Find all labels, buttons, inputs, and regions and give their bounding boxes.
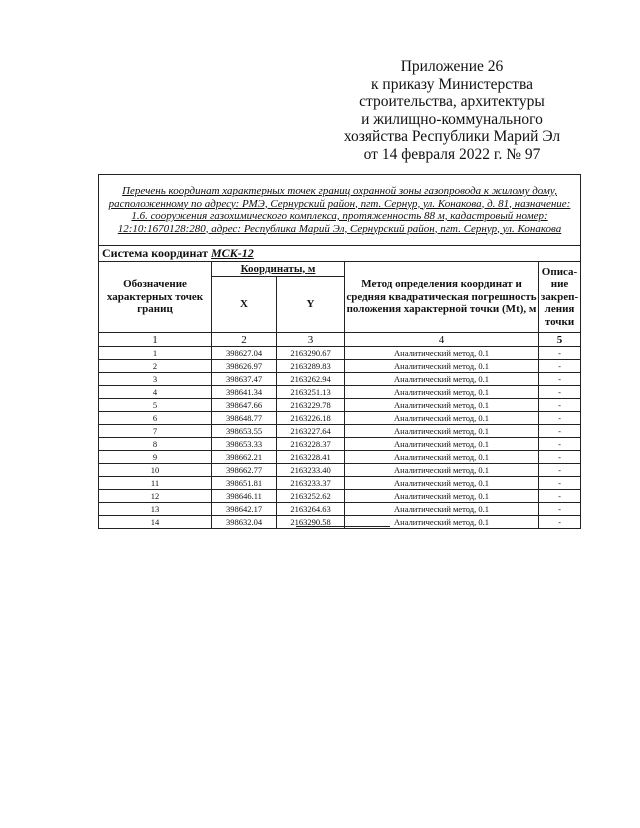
y-cell: 2163252.62 [277,490,345,503]
table-row [99,477,581,490]
description-cell: - [539,464,581,477]
description-cell: - [539,490,581,503]
method-cell: Аналитический метод, 0.1 [345,347,539,360]
method-cell: Аналитический метод, 0.1 [345,386,539,399]
column-number: 4 [345,333,539,347]
point-number-cell: 4 [99,386,212,399]
table-row [99,412,581,425]
x-cell: 398651.81 [212,477,277,490]
header-line: и жилищно-коммунального [361,110,543,128]
table-row [99,464,581,477]
table-row [99,386,581,399]
x-cell: 398648.77 [212,412,277,425]
point-number-cell: 11 [99,477,212,490]
point-number-cell: 3 [99,373,212,386]
y-cell: 2163233.37 [277,477,345,490]
method-cell: Аналитический метод, 0.1 [345,399,539,412]
x-cell: 398626.97 [212,360,277,373]
header-line: строительства, архитектуры [359,93,545,110]
x-cell: 398642.17 [212,503,277,516]
coordinate-system-label: Система координат [102,246,211,260]
x-cell: 398641.34 [212,386,277,399]
table-row [99,451,581,464]
header-description: Описа-ние закреп-ления точки [539,262,581,333]
coordinates-table [98,174,581,529]
method-cell: Аналитический метод, 0.1 [345,438,539,451]
description-cell: - [539,451,581,464]
point-number-cell: 1 [99,347,212,360]
header-method: Метод определения координат и средняя квадратическая погрешность положения характерной точки (Mt), м [345,262,539,333]
y-cell: 2163290.58 [277,516,345,529]
description-cell: - [539,386,581,399]
y-cell: 2163262.94 [277,373,345,386]
method-cell: Аналитический метод, 0.1 [345,490,539,503]
y-cell: 2163228.37 [277,438,345,451]
point-number-cell: 8 [99,438,212,451]
point-number-cell: 12 [99,490,212,503]
x-cell: 398647.66 [212,399,277,412]
x-cell: 398662.21 [212,451,277,464]
table-row [99,425,581,438]
header-x: X [212,277,277,333]
y-cell: 2163290.67 [277,347,345,360]
description-cell: - [539,399,581,412]
description-cell: - [539,503,581,516]
header-line: от 14 февраля 2022 г. № 97 [363,145,541,163]
method-cell: Аналитический метод, 0.1 [345,464,539,477]
y-cell: 2163264.63 [277,503,345,516]
y-cell: 2163233.40 [277,464,345,477]
method-cell: Аналитический метод, 0.1 [345,373,539,386]
x-cell: 398662.77 [212,464,277,477]
point-number-cell: 13 [99,503,212,516]
x-cell: 398646.11 [212,490,277,503]
x-cell: 398653.55 [212,425,277,438]
header-line: Приложение 26 [400,58,504,75]
table-row [99,347,581,360]
header-coords: Координаты, м [212,262,345,277]
description-cell: - [539,373,581,386]
x-cell: 398637.47 [212,373,277,386]
description-cell: - [539,438,581,451]
appendix-header [312,58,592,163]
table-row [99,490,581,503]
description-cell: - [539,412,581,425]
y-cell: 2163228.41 [277,451,345,464]
point-number-cell: 6 [99,412,212,425]
coordinate-system-row [99,246,581,262]
y-cell: 2163229.78 [277,399,345,412]
y-cell: 2163289.83 [277,360,345,373]
x-cell: 398627.04 [212,347,277,360]
description-cell: - [539,516,581,529]
description-cell: - [539,477,581,490]
table-row [99,503,581,516]
table-row [99,373,581,386]
method-cell: Аналитический метод, 0.1 [345,516,539,529]
description-cell: - [539,425,581,438]
table-row [99,399,581,412]
point-number-cell: 9 [99,451,212,464]
table-title: Перечень координат характерных точек границ охранной зоны газопровода к жилому дому, расположенному по адресу: РМЭ, Сернурский район, пгт. Сернур, ул. Конакова, д. 81, назначение: 1.6. сооружения газохимического комплекса, протяженность 88 м, кадастровый номер: 12:10:1670128:280, адрес: Республика Марий Эл, Сернурский район, пгт. Сернур, ул. Конакова [99,175,581,246]
description-cell: - [539,347,581,360]
x-cell: 398632.04 [212,516,277,529]
table-row [99,360,581,373]
y-cell: 2163226.18 [277,412,345,425]
point-number-cell: 5 [99,399,212,412]
y-cell: 2163227.64 [277,425,345,438]
header-y: Y [277,277,345,333]
x-cell: 398653.33 [212,438,277,451]
column-number: 2 [212,333,277,347]
method-cell: Аналитический метод, 0.1 [345,477,539,490]
point-number-cell: 7 [99,425,212,438]
column-number: 3 [277,333,345,347]
header-line: к приказу Министерства [371,75,533,93]
method-cell: Аналитический метод, 0.1 [345,360,539,373]
method-cell: Аналитический метод, 0.1 [345,425,539,438]
closing-line [296,526,390,527]
column-numbers-row [99,333,581,347]
table-row [99,438,581,451]
column-number: 1 [99,333,212,347]
method-cell: Аналитический метод, 0.1 [345,451,539,464]
point-number-cell: 10 [99,464,212,477]
coordinate-system-name: МСК-12 [210,246,254,260]
y-cell: 2163251.13 [277,386,345,399]
header-line: хозяйства Республики Марий Эл [343,128,561,145]
method-cell: Аналитический метод, 0.1 [345,503,539,516]
point-number-cell: 14 [99,516,212,529]
point-number-cell: 2 [99,360,212,373]
column-number: 5 [539,333,581,347]
description-cell: - [539,360,581,373]
header-point: Обозначение характерных точек границ [99,262,212,333]
method-cell: Аналитический метод, 0.1 [345,412,539,425]
